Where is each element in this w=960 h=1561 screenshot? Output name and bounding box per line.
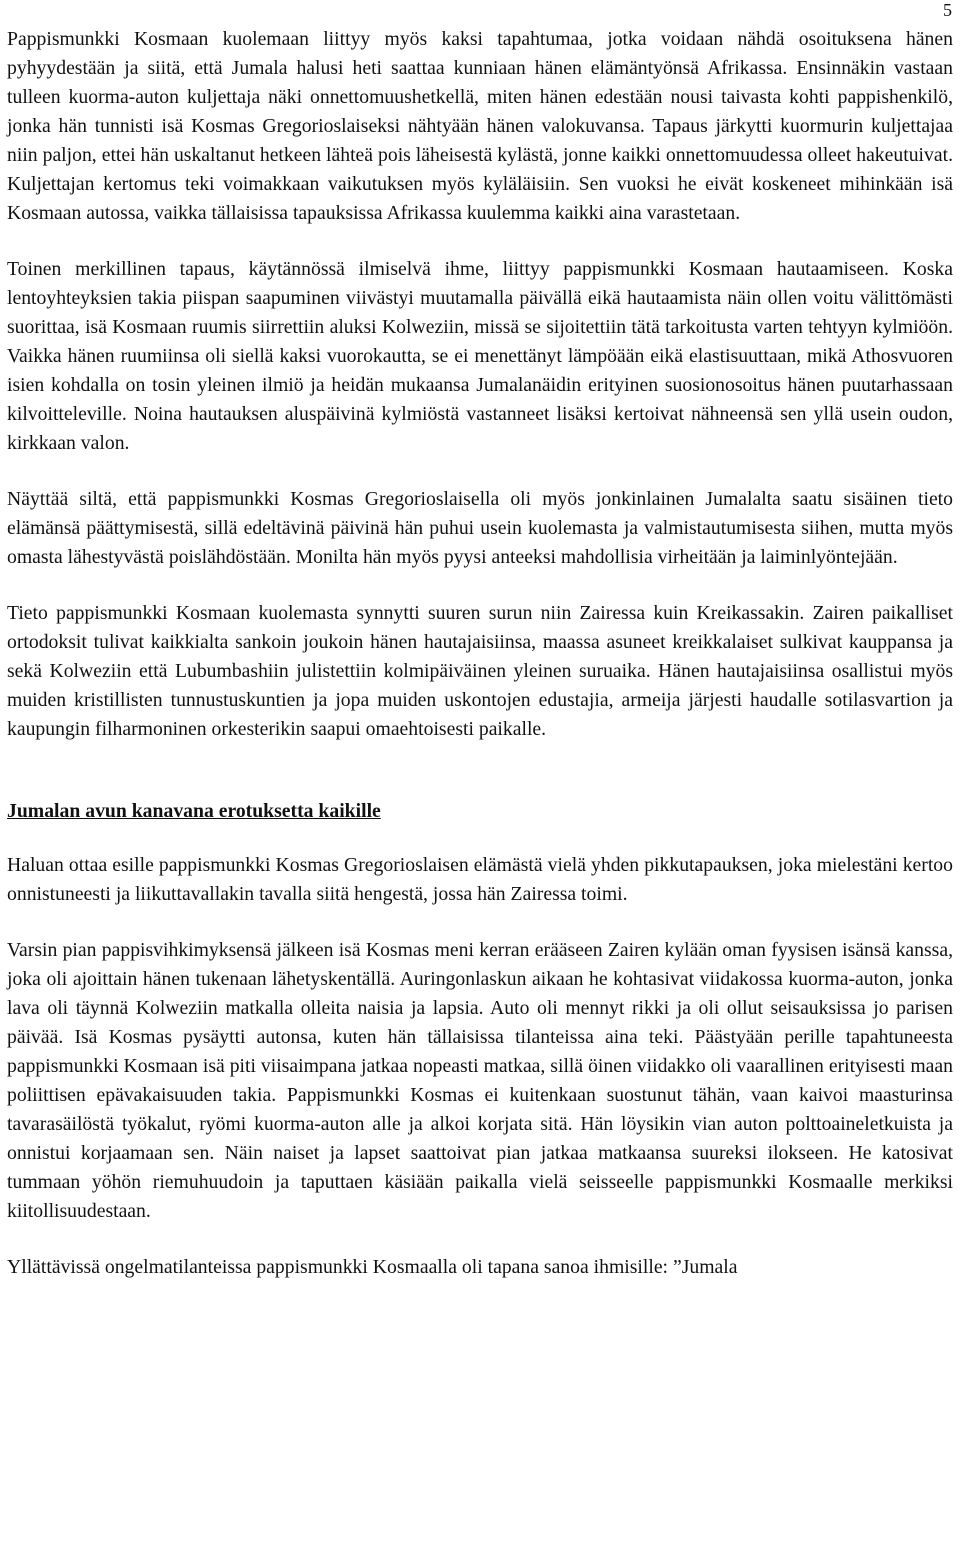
section-spacer <box>7 771 953 797</box>
paragraph: Varsin pian pappisvihkimyksensä jälkeen isä Kosmas meni kerran erääseen Zairen kylään oman fyysisen isänsä kanssa, joka oli ajoittain hänen tukenaan lähetyskentällä. Auringonlaskun aikaan he kohtasivat viidakossa kuorma-auton, jonka lava oli täynnä Kolweziin matkalla olleita naisia ja lapsia. Auto oli mennyt rikki ja oli ollut seisauksissa jo parisen päivää. Isä Kosmas pysäytti autonsa, kuten hän tällaisissa tilanteissa aina teki. Päästyään perille tapahtuneesta pappismunkki Kosmaan isä piti viisaimpana jatkaa nopeasti matkaa, sillä öinen viidakko oli vaarallinen erityisesti maan poliittisen epävakaisuuden takia. Pappismunkki Kosmas ei kuitenkaan suostunut tähän, vaan kaivoi maasturinsa tavarasäilöstä työkalut, ryömi kuorma-auton alle ja alkoi korjata sitä. Hän löysikin vian auton polttoaineletkuista ja onnistui korjaamaan sen. Näin naiset ja lapset saattoivat pian jatkaa matkaansa suureksi ilokseen. He katosivat tummaan yöhön riemuhuudoin ja taputtaen käsiään paikalla vielä seisseelle pappismunkki Kosmaalle merkiksi kiitollisuudestaan. <box>7 939 953 1222</box>
paragraph: Pappismunkki Kosmaan kuolemaan liittyy myös kaksi tapahtumaa, jotka voidaan nähdä osoituksena hänen pyhyydestään ja siitä, että Jumala halusi heti saattaa kunniaan hänen elämäntyönsä Afrikassa. Ensinnäkin vastaan tulleen kuorma-auton kuljettaja näki onnettomuushetkellä, miten hänen edestään nousi taivasta kohti pappishenkilö, jonka hän tunnisti isä Kosmas Gregorioslaiseksi nähtyään hänen valokuvansa. Tapaus järkytti kuormurin kuljettajaa niin paljon, ettei hän uskaltanut hetkeen lähteä pois läheisestä kylästä, jonne kaikki onnettomuudessa olleet hakeutuivat. Kuljettajan kertomus teki voimakkaan vaikutuksen myös kyläläisiin. Sen vuoksi he eivät koskeneet mihinkään isä Kosmaan autossa, vaikka tällaisissa tapauksissa Afrikassa kuulemma kaikki aina varastetaan. <box>7 28 953 224</box>
paragraph: Tieto pappismunkki Kosmaan kuolemasta synnytti suuren surun niin Zairessa kuin Kreikassakin. Zairen paikalliset ortodoksit tulivat kaikkialta sankoin joukoin hänen hautajaisiinsa, maassa asuneet kreikkalaiset sulkivat kauppansa ja sekä Kolweziin että Lubumbashiin julistettiin kolmipäiväinen yleinen suruaika. Hänen hautajaisiinsa osallistui myös muiden kristillisten tunnustuskuntien ja jopa muiden uskontojen edustajia, armeija järjesti haudalle sotilasvartion ja kaupungin filharmoninen orkesterikin saapui omaehtoisesti paikalle. <box>7 602 953 740</box>
paragraph: Näyttää siltä, että pappismunkki Kosmas Gregorioslaisella oli myös jonkinlainen Jumalalta saatu sisäinen tieto elämänsä päättymisestä, sillä edeltävinä päivinä hän puhui usein kuolemasta ja valmistautumisesta siihen, mutta myös omasta lähestyvästä poislähdöstään. Monilta hän myös pyysi anteeksi mahdollisia virheitään ja laiminlyöntejään. <box>7 488 953 568</box>
paragraph: Toinen merkillinen tapaus, käytännössä ilmiselvä ihme, liittyy pappismunkki Kosmaan hautaamiseen. Koska lentoyhteyksien takia piispan saapuminen viivästyi muutamalla päivällä eikä hautaamista näin ollen voitu välittömästi suorittaa, isä Kosmaan ruumis siirrettiin aluksi Kolweziin, missä se sijoitettiin tätä tarkoitusta varten tehtyyn kylmiöön. Vaikka hänen ruumiinsa oli siellä kaksi vuorokautta, se ei menettänyt lämpöään eikä elastisuuttaan, mikä Athosvuoren isien kohdalla on tosin yleinen ilmiö ja heidän mukaansa Jumalanäidin erityinen suosionosoitus hänen puutarhassaan kilvoitteleville. Noina hautauksen aluspäivinä kylmiöstä vastanneet lisäksi kertoivat nähneensä sen yllä usein oudon, kirkkaan valon. <box>7 258 953 454</box>
paragraph-last: Yllättävissä ongelmatilanteissa pappismunkki Kosmaalla oli tapana sanoa ihmisille: ”Jumala <box>7 1256 738 1278</box>
section-heading: Jumalan avun kanavana erotuksetta kaikille <box>7 800 381 822</box>
paragraph: Haluan ottaa esille pappismunkki Kosmas Gregorioslaisen elämästä vielä yhden pikkutapauksen, joka mielestäni kertoo onnistuneesti ja liikuttavallakin tavalla siitä hengestä, jossa hän Zairessa toimi. <box>7 854 953 905</box>
page-number: 5 <box>943 0 952 20</box>
document-body <box>7 25 953 1309</box>
